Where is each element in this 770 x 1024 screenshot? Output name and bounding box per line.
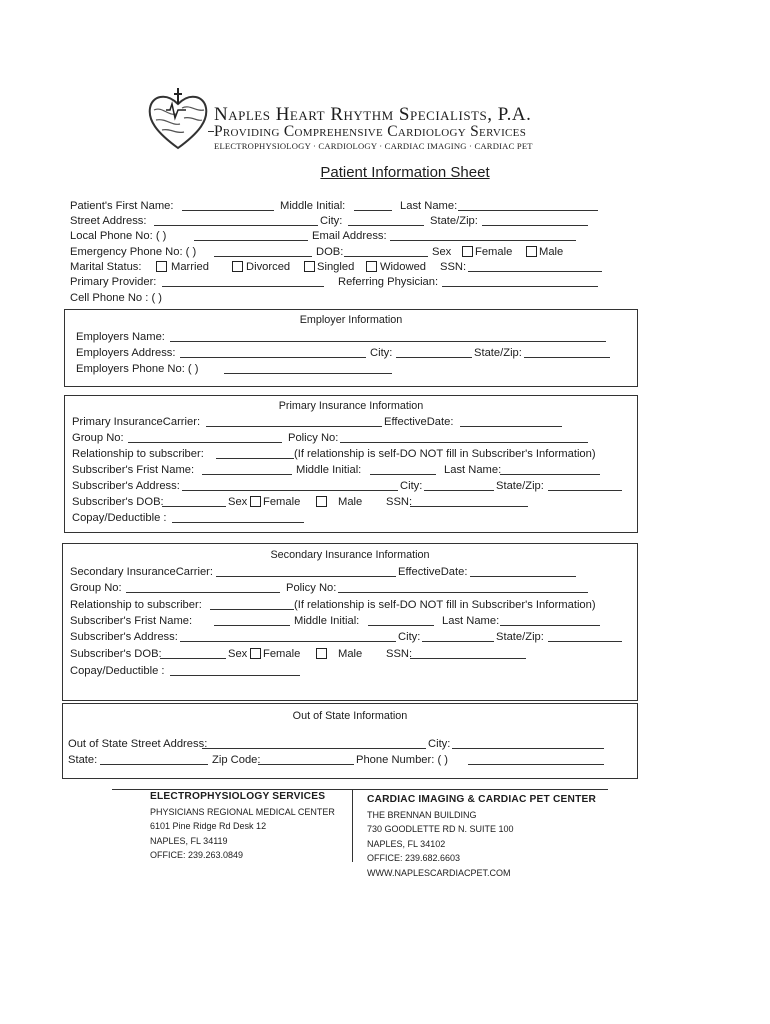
company-tagline: Providing Comprehensive Cardiology Services: [214, 123, 527, 140]
oos-zip-label: Zip Code:: [212, 754, 261, 766]
employer-title: Employer Information: [299, 314, 403, 326]
secondary-effective-label: EffectiveDate:: [398, 566, 468, 578]
secondary-relationship-label: Relationship to subscriber:: [70, 599, 202, 611]
secondary-sub-first-field[interactable]: [214, 613, 290, 626]
dob-field[interactable]: [344, 244, 428, 257]
employer-state-label: State/Zip:: [474, 347, 522, 359]
primary-ssn-label: SSN:: [386, 496, 413, 508]
local-phone-field[interactable]: [194, 228, 308, 241]
employer-city-field[interactable]: [396, 345, 472, 358]
secondary-dob-field[interactable]: [160, 646, 226, 659]
secondary-effective-field[interactable]: [470, 564, 576, 577]
primary-address-label: Subscriber's Address:: [72, 480, 180, 492]
secondary-male-checkbox[interactable]: [316, 648, 327, 659]
primary-address-field[interactable]: [182, 478, 398, 491]
secondary-sex-label: Sex: [228, 648, 248, 660]
secondary-sub-first-label: Subscriber's Frist Name:: [70, 615, 193, 627]
secondary-middle-field[interactable]: [368, 613, 434, 626]
married-label: Married: [171, 261, 209, 273]
single-checkbox[interactable]: [304, 261, 315, 272]
primary-sub-first-field[interactable]: [202, 462, 292, 475]
secondary-female-checkbox[interactable]: [250, 648, 261, 659]
oos-city-field[interactable]: [452, 736, 604, 749]
emergency-phone-field[interactable]: [214, 244, 312, 257]
primary-policy-label: Policy No:: [288, 432, 339, 444]
primary-female-label: Female: [263, 496, 301, 508]
middle-initial-label: Middle Initial:: [280, 200, 346, 212]
secondary-group-label: Group No:: [70, 582, 122, 594]
primary-state-label: State/Zip:: [496, 480, 544, 492]
secondary-middle-label: Middle Initial:: [294, 615, 360, 627]
secondary-dob-label: Subscriber's DOB:: [70, 648, 162, 660]
primary-group-field[interactable]: [128, 430, 282, 443]
oos-street-field[interactable]: [202, 736, 426, 749]
marital-label: Marital Status:: [70, 261, 142, 273]
employer-address-field[interactable]: [180, 345, 366, 358]
employer-phone-label: Employers Phone No: ( ): [76, 363, 199, 375]
primary-middle-label: Middle Initial:: [296, 464, 362, 476]
secondary-policy-field[interactable]: [338, 580, 588, 593]
secondary-relationship-field[interactable]: [210, 597, 294, 610]
page-title: Patient Information Sheet: [320, 164, 490, 181]
male-checkbox[interactable]: [526, 246, 537, 257]
oos-street-label: Out of State Street Address:: [68, 738, 208, 750]
city-field[interactable]: [348, 213, 424, 226]
footer-ep-services: [150, 790, 335, 863]
widowed-label: Widowed: [380, 261, 427, 273]
email-field[interactable]: [390, 228, 576, 241]
email-label: Email Address:: [312, 230, 387, 242]
employer-state-field[interactable]: [524, 345, 610, 358]
heart-logo-icon: [146, 86, 210, 154]
secondary-ssn-label: SSN:: [386, 648, 413, 660]
employer-city-label: City:: [370, 347, 393, 359]
married-checkbox[interactable]: [156, 261, 167, 272]
street-field[interactable]: [154, 213, 318, 226]
secondary-city-label: City:: [398, 631, 421, 643]
footer-left-line3: NAPLES, FL 34119: [150, 835, 228, 846]
sex-label: Sex: [432, 246, 452, 258]
secondary-carrier-field[interactable]: [216, 564, 396, 577]
secondary-group-field[interactable]: [126, 580, 280, 593]
primary-effective-label: EffectiveDate:: [384, 416, 454, 428]
secondary-policy-label: Policy No:: [286, 582, 337, 594]
divorced-checkbox[interactable]: [232, 261, 243, 272]
oos-phone-field[interactable]: [468, 752, 604, 765]
last-name-label: Last Name:: [400, 200, 458, 212]
secondary-rel-note: (If relationship is self-DO NOT fill in Subscriber's Information): [294, 599, 596, 611]
primary-provider-label: Primary Provider:: [70, 276, 157, 288]
secondary-address-label: Subscriber's Address:: [70, 631, 178, 643]
primary-state-field[interactable]: [548, 478, 622, 491]
primary-ssn-field[interactable]: [410, 494, 528, 507]
footer-right-line4: OFFICE: 239.682.6603: [367, 853, 461, 863]
primary-male-label: Male: [338, 496, 363, 508]
primary-last-field[interactable]: [500, 462, 600, 475]
primary-title: Primary Insurance Information: [278, 400, 424, 412]
footer-left-line1: PHYSICIANS REGIONAL MEDICAL CENTER: [150, 806, 335, 817]
footer-left-line4: OFFICE: 239.263.0849: [150, 850, 244, 860]
out-of-state-title: Out of State Information: [292, 710, 408, 722]
primary-sub-first-label: Subscriber's Frist Name:: [72, 464, 195, 476]
state-zip-label: State/Zip:: [430, 215, 478, 227]
middle-initial-field[interactable]: [354, 198, 392, 211]
referring-label: Referring Physician:: [338, 276, 439, 288]
divorced-label: Divorced: [246, 261, 291, 273]
secondary-last-label: Last Name:: [442, 615, 500, 627]
primary-dob-label: Subscriber's DOB:: [72, 496, 164, 508]
cell-phone-label: Cell Phone No : ( ): [70, 292, 163, 304]
employer-name-field[interactable]: [170, 329, 606, 342]
footer-right-line2: 730 GOODLETTE RD N. SUITE 100: [367, 824, 514, 834]
secondary-title: Secondary Insurance Information: [270, 549, 430, 561]
oos-state-field[interactable]: [100, 752, 208, 765]
employer-address-label: Employers Address:: [76, 347, 176, 359]
secondary-city-field[interactable]: [422, 629, 494, 642]
oos-city-label: City:: [428, 738, 451, 750]
dob-label: DOB:: [316, 246, 344, 258]
local-phone-label: Local Phone No: ( ): [70, 230, 167, 242]
secondary-copay-field[interactable]: [170, 663, 300, 676]
primary-dob-field[interactable]: [162, 494, 226, 507]
primary-city-field[interactable]: [424, 478, 494, 491]
employer-name-label: Employers Name:: [76, 331, 165, 343]
state-zip-field[interactable]: [482, 213, 588, 226]
footer-right-line1: THE BRENNAN BUILDING: [367, 809, 477, 820]
primary-carrier-field[interactable]: [206, 414, 382, 427]
footer-right-line5: WWW.NAPLESCARDIACPET.COM: [367, 867, 511, 878]
primary-middle-field[interactable]: [370, 462, 436, 475]
primary-copay-field[interactable]: [172, 510, 304, 523]
widowed-checkbox[interactable]: [366, 261, 377, 272]
secondary-state-label: State/Zip:: [496, 631, 544, 643]
oos-state-label: State:: [68, 754, 98, 766]
female-label: Female: [475, 246, 513, 258]
oos-zip-field[interactable]: [258, 752, 354, 765]
secondary-last-field[interactable]: [500, 613, 600, 626]
secondary-state-field[interactable]: [548, 629, 622, 642]
primary-male-checkbox[interactable]: [316, 496, 327, 507]
first-name-label: Patient's First Name:: [70, 200, 174, 212]
footer-left-heading: ELECTROPHYSIOLOGY SERVICES: [150, 791, 326, 802]
company-name: Naples Heart Rhythm Specialists, P.A.: [214, 104, 532, 125]
secondary-female-label: Female: [263, 648, 301, 660]
oos-phone-label: Phone Number: ( ): [356, 754, 449, 766]
single-label: Singled: [317, 261, 355, 273]
primary-group-label: Group No:: [72, 432, 124, 444]
city-label: City:: [320, 215, 343, 227]
referring-field[interactable]: [442, 274, 598, 287]
primary-carrier-label: Primary InsuranceCarrier:: [72, 416, 201, 428]
first-name-field[interactable]: [182, 198, 274, 211]
primary-effective-field[interactable]: [460, 414, 562, 427]
ssn-label: SSN:: [440, 261, 467, 273]
primary-copay-label: Copay/Deductible :: [72, 512, 167, 524]
primary-relationship-field[interactable]: [216, 446, 294, 459]
female-checkbox[interactable]: [462, 246, 473, 257]
footer-right-heading: CARDIAC IMAGING & CARDIAC PET CENTER: [367, 794, 597, 805]
secondary-carrier-label: Secondary InsuranceCarrier:: [70, 566, 214, 578]
primary-provider-field[interactable]: [162, 274, 324, 287]
emergency-phone-label: Emergency Phone No: ( ): [70, 246, 197, 258]
male-label: Male: [539, 246, 564, 258]
primary-female-checkbox[interactable]: [250, 496, 261, 507]
footer-pet-center: [367, 793, 596, 880]
secondary-male-label: Male: [338, 648, 363, 660]
secondary-address-field[interactable]: [180, 629, 396, 642]
primary-sex-label: Sex: [228, 496, 248, 508]
company-services: ELECTROPHYSIOLOGY · CARDIOLOGY · CARDIAC IMAGING · CARDIAC PET: [214, 141, 533, 151]
secondary-copay-label: Copay/Deductible :: [70, 665, 165, 677]
primary-city-label: City:: [400, 480, 423, 492]
footer-right-line3: NAPLES, FL 34102: [367, 838, 446, 849]
last-name-field[interactable]: [458, 198, 598, 211]
secondary-ssn-field[interactable]: [410, 646, 526, 659]
ssn-field[interactable]: [468, 259, 602, 272]
employer-phone-field[interactable]: [224, 361, 392, 374]
primary-rel-note: (If relationship is self-DO NOT fill in Subscriber's Information): [294, 448, 596, 460]
street-label: Street Address:: [70, 215, 147, 227]
primary-relationship-label: Relationship to subscriber:: [72, 448, 204, 460]
primary-last-label: Last Name:: [444, 464, 502, 476]
primary-policy-field[interactable]: [340, 430, 588, 443]
footer-left-line2: 6101 Pine Ridge Rd Desk 12: [150, 821, 267, 831]
